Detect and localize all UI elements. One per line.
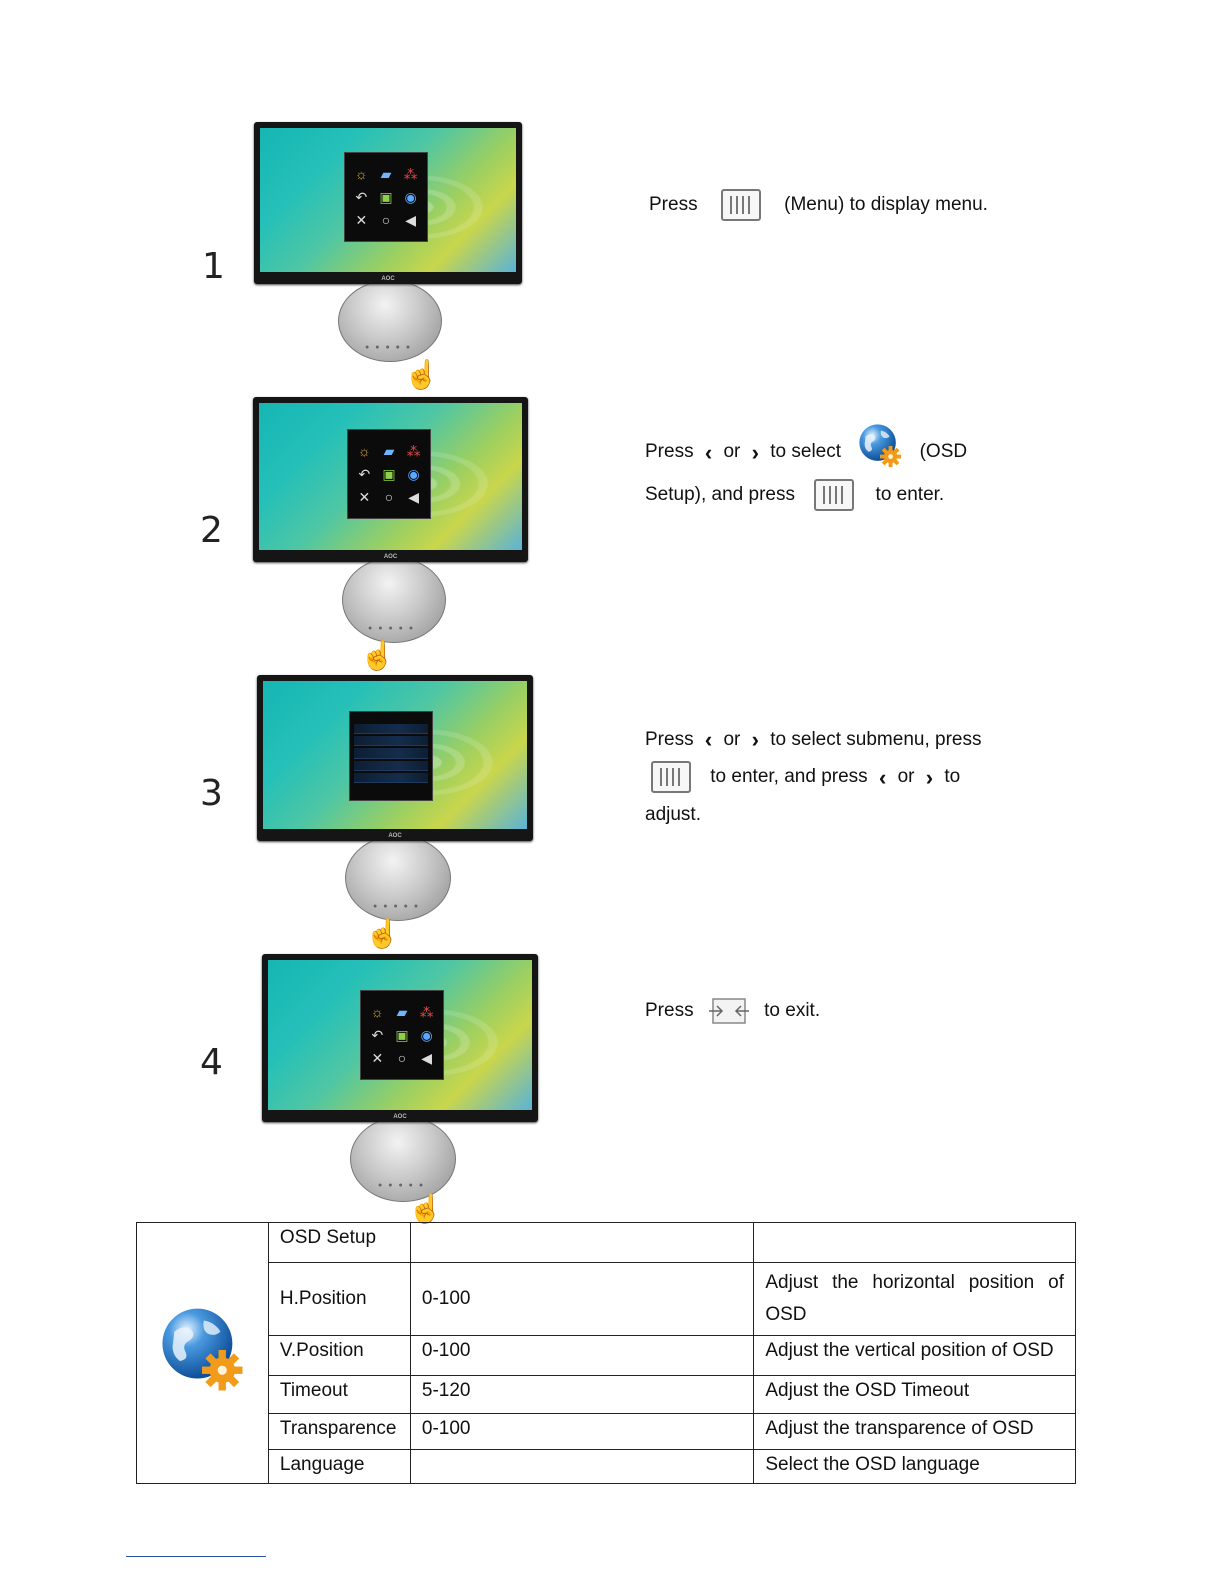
- globe-gear-icon: [156, 1304, 248, 1396]
- instruction-text: Press: [645, 441, 694, 463]
- globe-gear-icon: [856, 422, 904, 470]
- instruction-step-4: [645, 992, 820, 1029]
- table-cell: H.Position: [268, 1263, 410, 1336]
- instruction-text: to enter.: [875, 484, 945, 505]
- instruction-text: adjust.: [645, 803, 701, 825]
- table-cell: Transparence: [268, 1414, 410, 1450]
- step-number-4: 4: [200, 1042, 223, 1083]
- table-row: [137, 1450, 1076, 1484]
- step-number-2: 2: [200, 510, 223, 551]
- instruction-step-1: [649, 186, 988, 223]
- instruction-text: to exit.: [764, 1000, 821, 1021]
- table-cell: 0-100: [410, 1414, 753, 1450]
- menu-button-icon: [814, 479, 854, 511]
- osd-setup-table: [136, 1222, 1076, 1484]
- table-row: [137, 1376, 1076, 1414]
- table-row: [137, 1336, 1076, 1376]
- table-cell: Adjust the transparence of OSD: [754, 1414, 1076, 1450]
- instruction-step-2: [645, 428, 1065, 513]
- table-cell: Select the OSD language: [754, 1450, 1076, 1484]
- monitor-illustration-4: ●●●●● ☝ ☼ ▰ ⁂ ↶ ▣ ◉ ✕ ○ ◀ AOC: [258, 952, 543, 1222]
- chevron-right-icon: ›: [925, 764, 934, 790]
- table-cell: Adjust the OSD Timeout: [754, 1376, 1076, 1414]
- instruction-text: or: [723, 441, 741, 463]
- chevron-left-icon: ‹: [704, 439, 713, 465]
- hand-pointer-icon: ☝: [365, 918, 400, 949]
- table-cell: 0-100: [410, 1263, 753, 1336]
- instruction-text: to select submenu, press: [770, 729, 982, 750]
- instruction-text: Press: [645, 729, 694, 750]
- exit-button-icon: [707, 997, 751, 1025]
- chevron-left-icon: ‹: [878, 764, 887, 790]
- chevron-right-icon: ›: [751, 727, 759, 753]
- monitor-logo: AOC: [381, 276, 395, 282]
- step-number-1: 1: [202, 246, 225, 287]
- menu-button-icon: [721, 189, 761, 221]
- table-row: [137, 1263, 1076, 1336]
- table-row: [137, 1223, 1076, 1263]
- table-cell: V.Position: [268, 1336, 410, 1376]
- instruction-text: Press: [649, 194, 698, 215]
- instruction-text: to select: [770, 441, 842, 463]
- monitor-logo: AOC: [383, 554, 398, 560]
- table-cell: 0-100: [410, 1336, 753, 1376]
- chevron-right-icon: ›: [751, 439, 759, 465]
- hand-pointer-icon: ☝: [360, 640, 395, 671]
- osd-setup-icon-cell: [137, 1223, 269, 1484]
- table-cell: [410, 1450, 753, 1484]
- table-cell: Adjust the horizontal position of OSD: [754, 1263, 1076, 1336]
- table-cell: [410, 1223, 753, 1263]
- hand-pointer-icon: ☝: [404, 359, 439, 390]
- instruction-text: or: [897, 766, 915, 788]
- instruction-text: (OSD: [919, 441, 968, 463]
- table-cell: Timeout: [268, 1376, 410, 1414]
- monitor-illustration-2: ●●●●● ☝ ☼ ▰ ⁂ ↶ ▣ ◉ ✕ ○ ◀ AOC: [250, 395, 535, 675]
- table-cell: OSD Setup: [268, 1223, 410, 1263]
- step-number-3: 3: [200, 773, 223, 814]
- table-cell: Language: [268, 1450, 410, 1484]
- table-cell: 5-120: [410, 1376, 753, 1414]
- instruction-text: Setup), and press: [645, 484, 795, 505]
- monitor-logo: AOC: [393, 1114, 407, 1120]
- table-cell: [754, 1223, 1076, 1263]
- instruction-text: to: [944, 766, 961, 788]
- instruction-text: (Menu) to display menu.: [784, 194, 988, 215]
- chevron-left-icon: ‹: [704, 727, 713, 753]
- instruction-step-3: [645, 721, 1065, 833]
- footer-link-underline: [126, 1556, 266, 1557]
- monitor-logo: AOC: [388, 833, 402, 839]
- table-cell: Adjust the vertical position of OSD: [754, 1336, 1076, 1376]
- instruction-text: to enter, and press: [710, 766, 868, 788]
- monitor-illustration-1: ●●●●● ☝ ☼ ▰ ⁂ ↶ ▣ ◉ ✕ ○ ◀ AOC: [250, 120, 530, 390]
- menu-button-icon: [651, 761, 691, 793]
- instruction-text: or: [723, 729, 741, 750]
- instruction-text: Press: [645, 1000, 694, 1021]
- monitor-illustration-3: ●●●●● ☝ AOC: [255, 673, 540, 955]
- table-row: [137, 1414, 1076, 1450]
- hand-pointer-icon: ☝: [408, 1193, 443, 1224]
